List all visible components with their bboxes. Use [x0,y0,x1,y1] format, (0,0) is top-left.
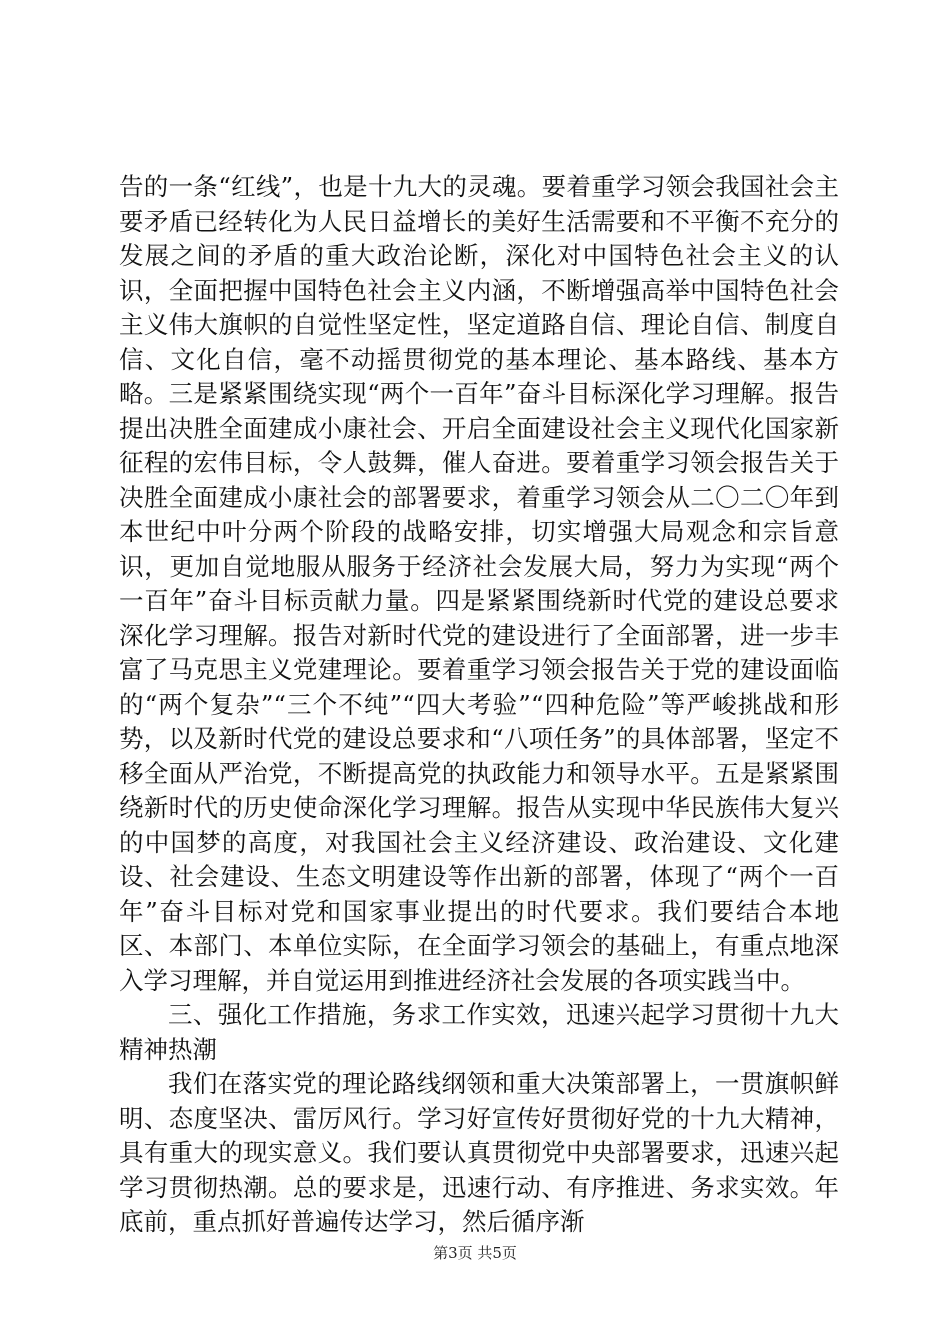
document-body [119,170,839,1240]
paragraph-continuation: 告的一条“红线”，也是十九大的灵魂。要着重学习领会我国社会主要矛盾已经转化为人民日益增长的美好生活需要和不平衡不充分的发展之间的矛盾的重大政治论断，深化对中国特色社会主义的认识，全面把握中国特色社会主义内涵，不断增强高举中国特色社会主义伟大旗帜的自觉性坚定性，坚定道路自信、理论自信、制度自信、文化自信，毫不动摇贯彻党的基本理论、基本路线、基本方略。三是紧紧围绕实现“两个一百年”奋斗目标深化学习理解。报告提出决胜全面建成小康社会、开启全面建设社会主义现代化国家新征程的宏伟目标，令人鼓舞，催人奋进。要着重学习领会报告关于决胜全面建成小康社会的部署要求，着重学习领会从二〇二〇年到本世纪中叶分两个阶段的战略安排，切实增强大局观念和宗旨意识，更加自觉地服从服务于经济社会发展大局，努力为实现“两个一百年”奋斗目标贡献力量。四是紧紧围绕新时代党的建设总要求深化学习理解。报告对新时代党的建设进行了全面部署，进一步丰富了马克思主义党建理论。要着重学习领会报告关于党的建设面临的“两个复杂”“三个不纯”“四大考验”“四种危险”等严峻挑战和形势，以及新时代党的建设总要求和“八项任务”的具体部署，坚定不移全面从严治党，不断提高党的执政能力和领导水平。五是紧紧围绕新时代的历史使命深化学习理解。报告从实现中华民族伟大复兴的中国梦的高度，对我国社会主义经济建设、政治建设、文化建设、社会建设、生态文明建设等作出新的部署，体现了“两个一百年”奋斗目标对党和国家事业提出的时代要求。我们要结合本地区、本部门、本单位实际，在全面学习领会的基础上，有重点地深入学习理解，并自觉运用到推进经济社会发展的各项实践当中。 [119,172,839,995]
paragraph-section-three: 我们在落实党的理论路线纲领和重大决策部署上，一贯旗帜鲜明、态度坚决、雷厉风行。学习好宣传好贯彻好党的十九大精神，具有重大的现实意义。我们要认真贯彻党中央部署要求，迅速兴起学习贯彻热潮。总的要求是，迅速行动、有序推进、务求实效。年底前，重点抓好普遍传达学习，然后循序渐 [119,1069,839,1236]
section-heading-three: 三、强化工作措施，务求工作实效，迅速兴起学习贯彻十九大精神热潮 [119,1000,839,1064]
page-number-footer: 第3页 共5页 [433,1244,517,1262]
